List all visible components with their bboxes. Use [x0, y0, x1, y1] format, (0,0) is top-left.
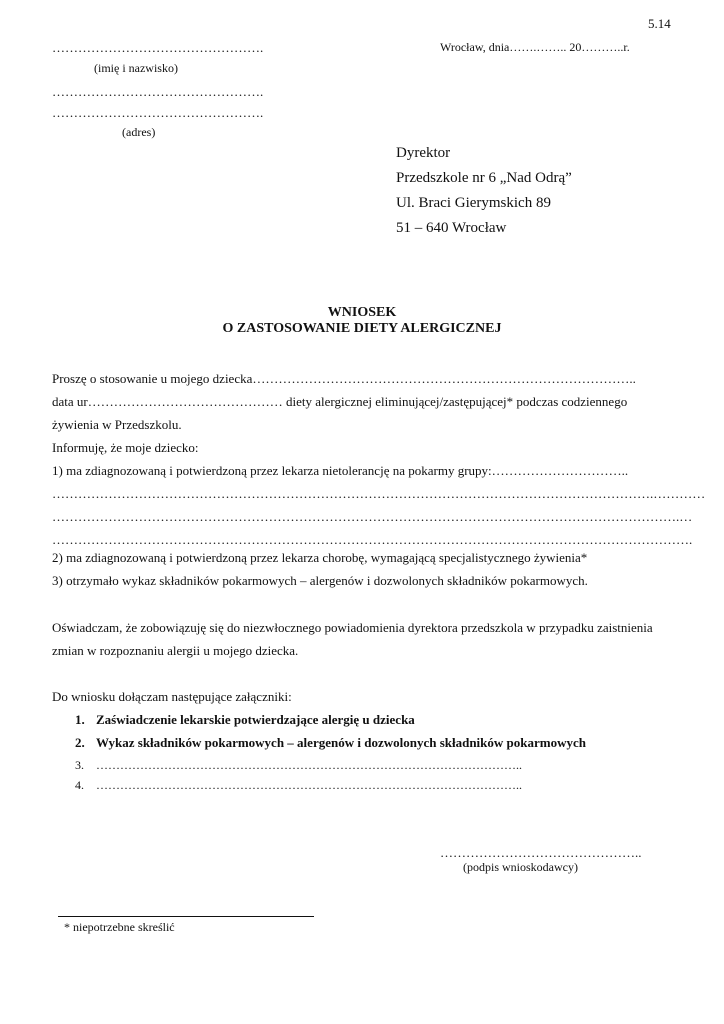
recipient-line-2: Przedszkole nr 6 „Nad Odrą” — [396, 170, 572, 186]
body-line-3: żywienia w Przedszkolu. — [52, 417, 182, 432]
attachment-number: 2. — [75, 735, 85, 750]
dots-line-3: …………………………………………………………………………………………………………………………………. — [52, 532, 693, 547]
name-label: (imię i nazwisko) — [94, 61, 178, 75]
declaration-line-2: zmian w rozpoznaniu alergii u mojego dziecka. — [52, 643, 299, 658]
signature-label: (podpis wnioskodawcy) — [463, 860, 578, 874]
attachments-intro: Do wniosku dołączam następujące załączniki: — [52, 689, 292, 704]
attachment-number: 4. — [75, 778, 84, 792]
item-3: 3) otrzymało wykaz składników pokarmowych – alergenów i dozwolonych składników pokarmowych. — [52, 573, 588, 588]
address-dots-1: …………………………………………. — [52, 84, 264, 99]
page-number: 5.14 — [648, 16, 671, 31]
attachment-number: 1. — [75, 712, 85, 727]
place-date: Wrocław, dnia…….…….. 20………..r. — [440, 40, 630, 54]
attachment-text: …………………………………………………………………………………………….. — [96, 778, 522, 792]
address-dots-2: …………………………………………. — [52, 105, 264, 120]
declaration-line-1: Oświadczam, że zobowiązuję się do niezwłocznego powiadomienia dyrektora przedszkola w przypadku zaistnienia — [52, 620, 653, 635]
signature-dots: ……………………………………….. — [440, 845, 642, 860]
attachment-text: …………………………………………………………………………………………….. — [96, 758, 522, 772]
title-line-1: WNIOSEK — [327, 305, 397, 320]
attachment-text: Zaświadczenie lekarskie potwierdzające alergię u dziecka — [96, 712, 415, 727]
body-line-1: Proszę o stosowanie u mojego dziecka…………………………………………………………………………….. — [52, 371, 636, 386]
recipient-line-3: Ul. Braci Gierymskich 89 — [396, 195, 551, 211]
recipient-line-1: Dyrektor — [396, 145, 451, 161]
footnote-text: * niepotrzebne skreślić — [64, 920, 175, 934]
dots-line-1: ………………………………………………………………………………………………………………………….………… — [52, 486, 706, 501]
recipient-line-4: 51 – 640 Wrocław — [396, 220, 507, 236]
item-1: 1) ma zdiagnozowaną i potwierdzoną przez lekarza nietolerancję na pokarmy grupy:………………………….. — [52, 463, 629, 478]
name-dots: …………………………………………. — [52, 40, 264, 55]
body-line-4: Informuję, że moje dziecko: — [52, 440, 199, 455]
body-line-2: data ur……………………………………… diety alergicznej eliminującej/zastępującej* podczas codziennego — [52, 394, 628, 409]
attachment-number: 3. — [75, 758, 84, 772]
title-line-2: O ZASTOSOWANIE DIETY ALERGICZNEJ — [222, 321, 502, 336]
dots-line-2: ……………………………………………………………………………………………………………………………….… — [52, 509, 693, 524]
attachment-text: Wykaz składników pokarmowych – alergenów i dozwolonych składników pokarmowych — [96, 735, 586, 750]
footnote-separator — [58, 916, 314, 917]
address-label: (adres) — [122, 125, 156, 139]
item-2: 2) ma zdiagnozowaną i potwierdzoną przez lekarza chorobę, wymagającą specjalistycznego żywienia* — [52, 550, 588, 565]
